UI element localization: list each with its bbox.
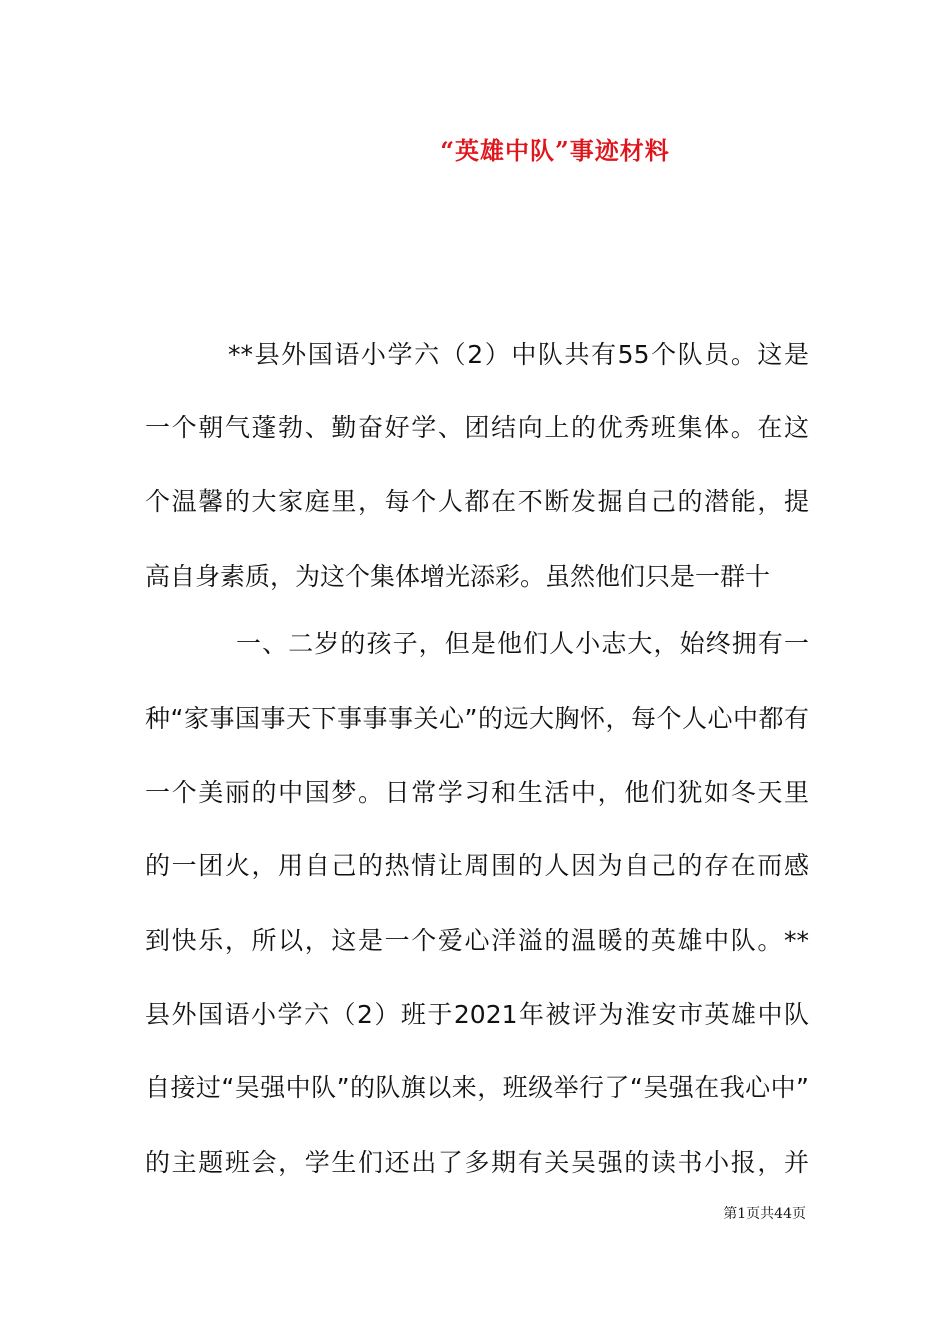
paragraph-line: 县外国语小学六（2）班于2021年被评为淮安市英雄中队 bbox=[145, 1000, 809, 1029]
paragraph-line: 的一团火，用自己的热情让周围的人因为自己的存在而感 bbox=[145, 851, 809, 880]
paragraph-line: 个温馨的大家庭里，每个人都在不断发掘自己的潜能，提 bbox=[145, 487, 809, 516]
document-title: “英雄中队”事迹材料 bbox=[440, 136, 670, 165]
paragraph-line: 高自身素质，为这个集体增光添彩。虽然他们只是一群十 bbox=[145, 562, 771, 591]
paragraph-line: 一个朝气蓬勃、勤奋好学、团结向上的优秀班集体。在这 bbox=[145, 413, 809, 442]
paragraph-line: 种“家事国事天下事事事关心”的远大胸怀，每个人心中都有 bbox=[145, 704, 809, 733]
paragraph-line: **县外国语小学六（2）中队共有55个队员。这是 bbox=[228, 340, 809, 369]
paragraph-line: 自接过“吴强中队”的队旗以来，班级举行了“吴强在我心中” bbox=[145, 1073, 809, 1102]
page-number: 第1页共44页 bbox=[723, 1206, 806, 1222]
paragraph-line: 到快乐，所以，这是一个爱心洋溢的温暖的英雄中队。** bbox=[145, 926, 809, 955]
paragraph-line: 一、二岁的孩子，但是他们人小志大，始终拥有一 bbox=[236, 629, 809, 658]
paragraph-line: 一个美丽的中国梦。日常学习和生活中，他们犹如冬天里 bbox=[145, 778, 809, 807]
paragraph-line: 的主题班会，学生们还出了多期有关吴强的读书小报，并 bbox=[145, 1148, 809, 1177]
